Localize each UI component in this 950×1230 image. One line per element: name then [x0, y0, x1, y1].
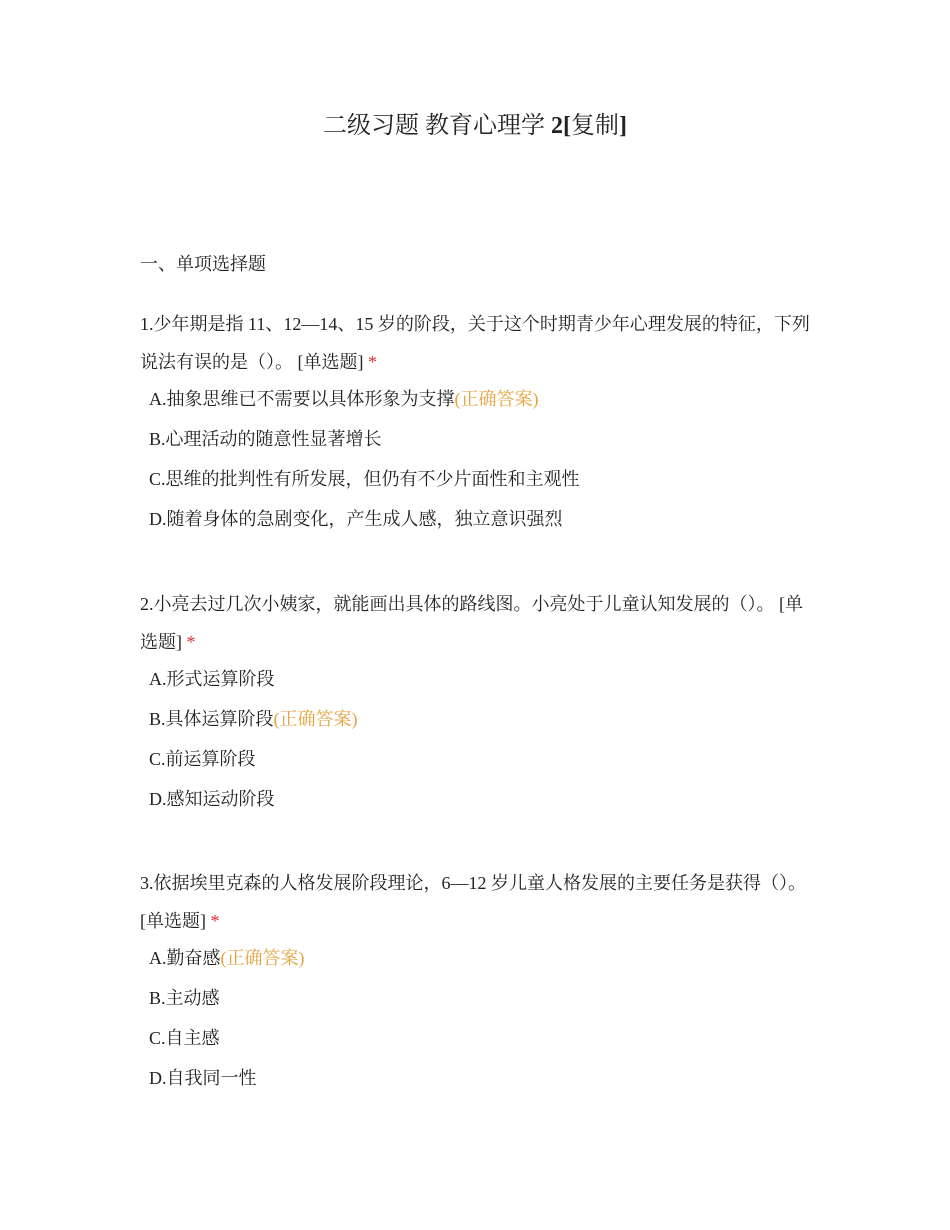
option-text: D.感知运动阶段 — [149, 789, 275, 809]
section-heading: 一、单项选择题 — [140, 254, 266, 274]
option-d[interactable] — [149, 787, 810, 811]
option-c[interactable] — [149, 467, 810, 491]
option-text: A.勤奋感 — [149, 948, 221, 968]
title-number: 2[ — [551, 113, 571, 139]
correct-answer-mark: (正确答案) — [273, 709, 358, 729]
title-main: 二级习题 教育心理学 — [323, 113, 551, 139]
correct-answer-mark: (正确答案) — [454, 389, 539, 409]
title-copy-label: 复制 — [571, 113, 619, 139]
option-text: C.思维的批判性有所发展，但仍有不少片面性和主观性 — [149, 469, 580, 489]
option-list — [149, 946, 810, 1090]
option-c[interactable] — [149, 1026, 810, 1050]
question-stem — [140, 585, 810, 661]
required-star: * — [210, 911, 220, 931]
option-a[interactable] — [149, 667, 810, 691]
option-list — [149, 387, 810, 531]
option-text: C.前运算阶段 — [149, 749, 256, 769]
question-stem — [140, 864, 810, 940]
question-type-tag: [单选题] — [297, 352, 364, 372]
option-text: D.自我同一性 — [149, 1068, 257, 1088]
page-title — [0, 110, 950, 142]
option-list — [149, 667, 810, 811]
correct-answer-mark: (正确答案) — [220, 948, 305, 968]
option-text: D.随着身体的急剧变化，产生成人感，独立意识强烈 — [149, 509, 563, 529]
question-type-tag: [单选题] — [140, 911, 206, 931]
question-type-tag: [单选题] — [140, 594, 803, 652]
option-text: A.形式运算阶段 — [149, 669, 275, 689]
option-text: B.具体运算阶段 — [149, 709, 274, 729]
option-text: B.心理活动的随意性显著增长 — [149, 429, 382, 449]
option-a[interactable] — [149, 387, 810, 411]
question-text: 2.小亮去过几次小姨家，就能画出具体的路线图。小亮处于儿童认知发展的（）。 — [140, 594, 775, 614]
option-b[interactable] — [149, 427, 810, 451]
question-1 — [140, 305, 810, 547]
option-text: B.主动感 — [149, 988, 220, 1008]
option-b[interactable] — [149, 707, 810, 731]
required-star: * — [186, 632, 196, 652]
required-star: * — [368, 352, 377, 372]
option-d[interactable] — [149, 1066, 810, 1090]
option-text: A.抽象思维已不需要以具体形象为支撑 — [149, 389, 455, 409]
option-d[interactable] — [149, 507, 810, 531]
option-text: C.自主感 — [149, 1028, 220, 1048]
option-c[interactable] — [149, 747, 810, 771]
question-2 — [140, 585, 810, 827]
question-stem — [140, 305, 810, 381]
question-text: 1.少年期是指 11、12—14、15 岁的阶段，关于这个时期青少年心理发展的特征，下列说法有误的是（）。 — [140, 314, 810, 372]
question-3 — [140, 864, 810, 1106]
title-bracket-close: ] — [619, 113, 627, 139]
question-text: 3.依据埃里克森的人格发展阶段理论，6—12 岁儿童人格发展的主要任务是获得（）。 — [140, 873, 806, 893]
option-a[interactable] — [149, 946, 810, 970]
option-b[interactable] — [149, 986, 810, 1010]
